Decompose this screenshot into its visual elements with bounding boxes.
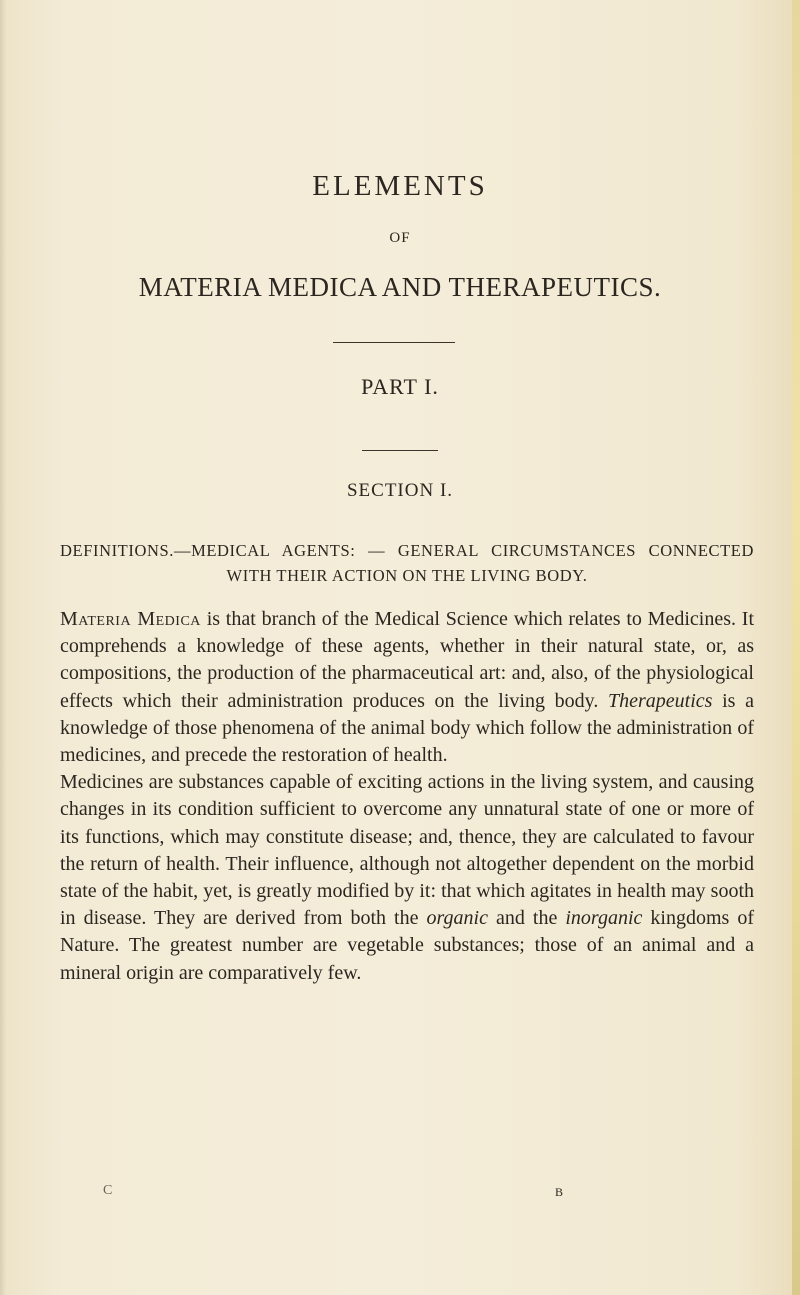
paragraph-text: is a knowledge of those phenomena of the animal body which follow the administration of medicines, and precede the restoration of health. [60,689,755,767]
divider-rule [333,342,455,343]
signature-mark: B [555,1185,564,1199]
paragraph [60,606,754,769]
paragraph-text: and the [487,907,566,930]
divider-rule [362,450,438,451]
body-text [60,606,754,987]
lead-term: Materia Medica [60,608,201,630]
paragraph-text: is that branch of the Medical Science which relates to Medicines. It comprehends a knowledge of these agents, whether in their natural state, or, as compositions, the production of the pharmaceutical art: and, also, of the physiological effects which their administration produces on the living body. [60,608,754,712]
book-title: ELEMENTS [312,170,488,202]
italic-term: Therapeutics [608,689,713,712]
section-heading: SECTION I. [346,480,454,501]
handwritten-mark: C [103,1183,113,1198]
title-connector: OF [389,230,411,246]
italic-term: organic [426,907,488,930]
book-subtitle: MATERIA MEDICA AND THERAPEUTICS. [138,272,662,302]
paragraph-text: Medicines are substances capable of exciting actions in the living system, and causing changes in its condition sufficient to overcome any unnatural state of one or more of its functions, which may constitute disease; and, thence, they are calculated to favour the return of health. Their influence, although not altogether dependent on the morbid state of the habit, yet, is greatly modified by it: that which agitates in health may sooth in disease. They are derived from both the [60,771,754,930]
part-heading: PART I. [361,374,439,399]
paragraph [60,769,754,987]
paragraph-text: kingdoms of Nature. The greatest number are vegetable substances; those of an animal and a mineral origin are comparatively few. [60,907,755,984]
section-summary: DEFINITIONS.—MEDICAL AGENTS: — GENERAL CIRCUMSTANCES CONNECTED WITH THEIR ACTION ON THE LIVING BODY. [60,541,754,585]
italic-term: inorganic [565,907,643,930]
